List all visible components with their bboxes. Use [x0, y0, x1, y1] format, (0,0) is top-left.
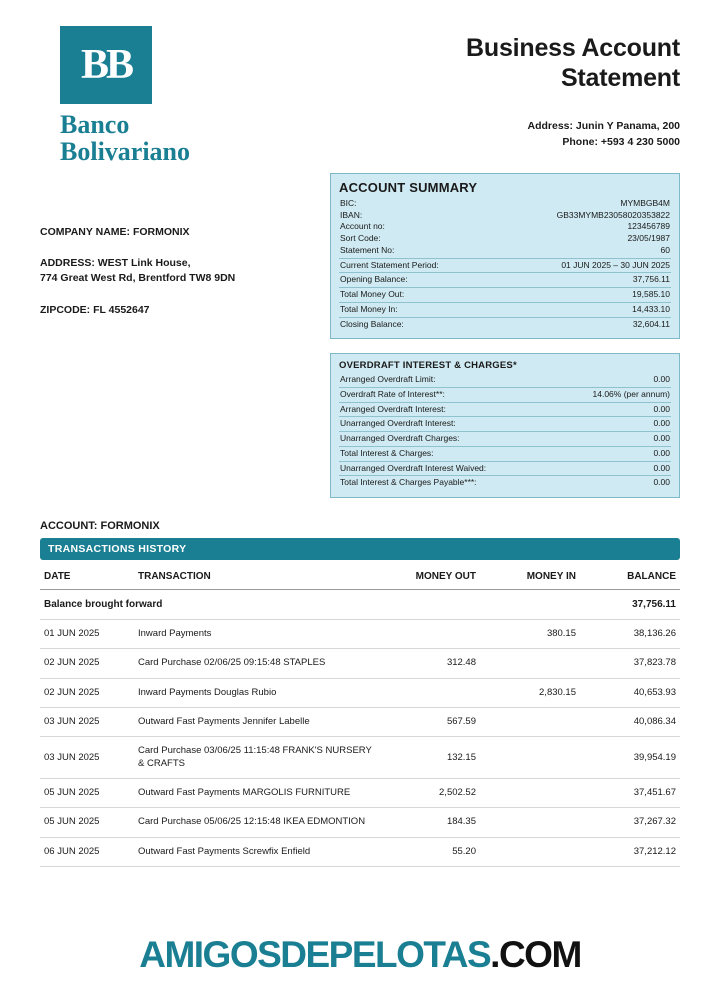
row-date: 02 JUN 2025 [40, 649, 134, 678]
summary-ruled-row [339, 317, 671, 331]
row-money-out: 132.15 [380, 737, 480, 779]
page-title-line2: Statement [560, 63, 680, 92]
overdraft-value: 0.00 [653, 447, 670, 458]
overdraft-row [339, 446, 671, 460]
row-balance: 37,451.67 [580, 779, 680, 808]
account-summary-title: ACCOUNT SUMMARY [339, 180, 478, 196]
bank-contact [466, 119, 680, 151]
row-description: Outward Fast Payments MARGOLIS FURNITURE [134, 779, 380, 808]
table-row [40, 619, 680, 648]
row-description: Inward Payments Douglas Rubio [134, 678, 380, 707]
overdraft-value: 0.00 [653, 374, 670, 385]
summary-value: 14,433.10 [632, 303, 670, 314]
column-header-balance: BALANCE [580, 562, 680, 590]
column-header-money-in: MONEY IN [480, 562, 580, 590]
summary-label: IBAN: [340, 209, 363, 220]
row-money-in [480, 808, 580, 837]
row-description: Outward Fast Payments Jennifer Labelle [134, 708, 380, 737]
row-balance: 37,823.78 [580, 649, 680, 678]
bank-name [60, 112, 240, 165]
page-title [466, 26, 680, 93]
transactions-table [40, 562, 680, 867]
summary-value: 37,756.11 [632, 274, 670, 285]
summary-value: 32,604.11 [632, 318, 670, 329]
bank-name-line1: Banco [60, 110, 130, 139]
statement-body [40, 173, 680, 498]
customer-company: COMPANY NAME: FORMONIX [40, 226, 190, 239]
account-summary-panel [330, 173, 680, 339]
overdraft-value: 14.06% (per annum) [592, 388, 670, 399]
overdraft-value: 0.00 [653, 418, 670, 429]
table-row [40, 808, 680, 837]
brought-forward-in [480, 589, 580, 619]
row-money-out: 184.35 [380, 808, 480, 837]
customer-address-line2: 774 Great West Rd, Brentford TW8 9DN [40, 272, 236, 285]
customer-zipcode: ZIPCODE: FL 4552647 [40, 303, 150, 316]
overdraft-row [339, 461, 671, 475]
column-header-date: DATE [40, 562, 134, 590]
overdraft-row [339, 416, 671, 430]
row-money-in [480, 779, 580, 808]
summary-label: BIC: [340, 198, 357, 209]
brought-forward-label: Balance brought forward [40, 589, 380, 619]
table-row [40, 649, 680, 678]
row-date: 03 JUN 2025 [40, 737, 134, 779]
row-balance: 37,267.32 [580, 808, 680, 837]
summary-label: Sort Code: [340, 233, 381, 244]
overdraft-row [339, 475, 671, 489]
overdraft-row [339, 387, 671, 401]
bank-name-line2: Bolivariano [60, 136, 191, 166]
row-money-out: 312.48 [380, 649, 480, 678]
row-description: Outward Fast Payments Screwfix Enfield [134, 837, 380, 866]
row-money-out: 55.20 [380, 837, 480, 866]
overdraft-value: 0.00 [653, 462, 670, 473]
summary-value: 19,585.10 [632, 289, 670, 300]
overdraft-row [339, 402, 671, 416]
title-block [466, 26, 680, 151]
row-money-in [480, 708, 580, 737]
overdraft-label: Total Interest & Charges: [340, 447, 434, 458]
column-header-transaction: TRANSACTION [134, 562, 380, 590]
overdraft-label: Unarranged Overdraft Charges: [340, 433, 460, 444]
row-date: 06 JUN 2025 [40, 837, 134, 866]
table-row [40, 708, 680, 737]
summary-value: 01 JUN 2025 – 30 JUN 2025 [561, 259, 670, 270]
watermark [0, 934, 720, 976]
overdraft-label: Overdraft Rate of Interest**: [340, 388, 445, 399]
bank-logo-icon [60, 26, 152, 104]
customer-address [40, 256, 330, 286]
column-header-money-out: MONEY OUT [380, 562, 480, 590]
summary-label: Current Statement Period: [340, 259, 439, 270]
row-description: Inward Payments [134, 619, 380, 648]
bank-brand [40, 26, 240, 165]
row-balance: 38,136.26 [580, 619, 680, 648]
watermark-part1: AMIGOSDEPELOTAS [139, 934, 491, 975]
row-money-in [480, 837, 580, 866]
summary-row [339, 221, 671, 233]
table-row [40, 779, 680, 808]
row-description: Card Purchase 03/06/25 11:15:48 FRANK'S NURSERY & CRAFTS [134, 737, 380, 779]
document-header [40, 0, 680, 165]
summary-row [339, 245, 671, 257]
overdraft-value: 0.00 [653, 433, 670, 444]
row-money-out [380, 678, 480, 707]
summary-label: Opening Balance: [340, 274, 408, 285]
watermark-part2: .COM [490, 934, 581, 975]
table-row [40, 678, 680, 707]
row-date: 05 JUN 2025 [40, 808, 134, 837]
row-description: Card Purchase 02/06/25 09:15:48 STAPLES [134, 649, 380, 678]
bank-address: Address: Junin Y Panama, 200 [527, 120, 680, 132]
overdraft-value: 0.00 [653, 477, 670, 488]
transactions-history-header: TRANSACTIONS HISTORY [40, 538, 680, 560]
overdraft-label: Total Interest & Charges Payable***: [340, 477, 477, 488]
summary-label: Account no: [340, 221, 385, 232]
summary-ruled-row [339, 258, 671, 272]
brought-forward-out [380, 589, 480, 619]
summary-ruled-row [339, 272, 671, 286]
summary-ruled-row [339, 287, 671, 301]
overdraft-row [339, 374, 671, 386]
summary-value: MYMBGB4M [620, 198, 670, 209]
page-title-line1: Business Account [466, 34, 680, 62]
customer-details [40, 173, 330, 498]
row-date: 03 JUN 2025 [40, 708, 134, 737]
overdraft-title: OVERDRAFT INTEREST & CHARGES* [339, 360, 517, 372]
account-label: ACCOUNT: FORMONIX [40, 519, 160, 532]
summary-row [339, 233, 671, 245]
overdraft-label: Arranged Overdraft Limit: [340, 374, 436, 385]
brought-forward-balance: 37,756.11 [580, 589, 680, 619]
summary-label: Total Money In: [340, 303, 398, 314]
overdraft-label: Unarranged Overdraft Interest: [340, 418, 456, 429]
table-header-row [40, 562, 680, 590]
summary-row [339, 198, 671, 210]
summary-label: Total Money Out: [340, 289, 405, 300]
row-money-out [380, 619, 480, 648]
row-money-in: 2,830.15 [480, 678, 580, 707]
row-date: 02 JUN 2025 [40, 678, 134, 707]
summary-value: 123456789 [627, 221, 670, 232]
row-balance: 40,086.34 [580, 708, 680, 737]
row-description: Card Purchase 05/06/25 12:15:48 IKEA EDMONTION [134, 808, 380, 837]
row-money-in: 380.15 [480, 619, 580, 648]
summary-panels [330, 173, 680, 498]
summary-row [339, 210, 671, 222]
overdraft-row [339, 431, 671, 445]
summary-label: Statement No: [340, 244, 395, 255]
summary-value: 60 [660, 244, 670, 255]
overdraft-label: Unarranged Overdraft Interest Waived: [340, 462, 487, 473]
summary-value: GB33MYMB23058020353822 [556, 209, 670, 220]
row-balance: 39,954.19 [580, 737, 680, 779]
bank-phone: Phone: +593 4 230 5000 [562, 135, 680, 148]
row-money-in [480, 649, 580, 678]
summary-value: 23/05/1987 [627, 233, 670, 244]
overdraft-label: Arranged Overdraft Interest: [340, 403, 446, 414]
row-date: 05 JUN 2025 [40, 779, 134, 808]
customer-address-line1: ADDRESS: WEST Link House, [40, 257, 191, 270]
summary-label: Closing Balance: [340, 318, 404, 329]
overdraft-panel [330, 353, 680, 498]
row-money-out: 567.59 [380, 708, 480, 737]
row-money-out: 2,502.52 [380, 779, 480, 808]
row-balance: 40,653.93 [580, 678, 680, 707]
row-date: 01 JUN 2025 [40, 619, 134, 648]
table-row [40, 737, 680, 779]
table-row [40, 837, 680, 866]
balance-brought-forward-row [40, 589, 680, 619]
overdraft-value: 0.00 [653, 403, 670, 414]
summary-ruled-row [339, 302, 671, 316]
row-money-in [480, 737, 580, 779]
bank-logo-letters: BB [80, 42, 132, 88]
row-balance: 37,212.12 [580, 837, 680, 866]
